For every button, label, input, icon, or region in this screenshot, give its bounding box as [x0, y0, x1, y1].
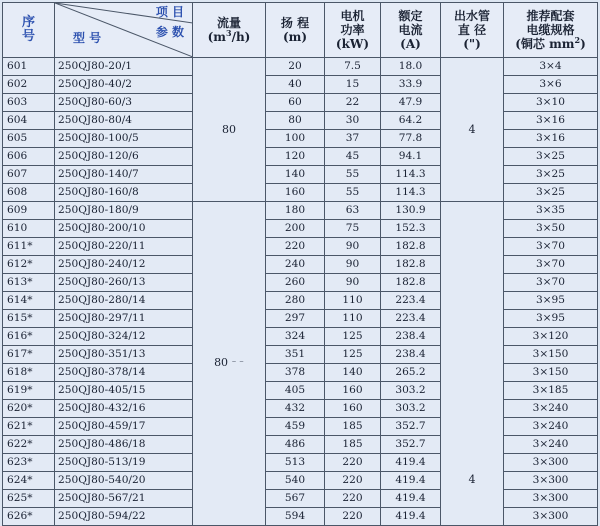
seq-cell: 620* — [3, 400, 55, 418]
current-cell: 419.4 — [381, 472, 441, 490]
model-cell: 250QJ80-594/22 — [55, 508, 193, 526]
model-cell: 250QJ80-120/6 — [55, 148, 193, 166]
table-row — [3, 382, 598, 400]
model-cell: 250QJ80-432/16 — [55, 400, 193, 418]
current-cell: 419.4 — [381, 508, 441, 526]
current-cell: 419.4 — [381, 454, 441, 472]
head-cell: 200 — [266, 220, 325, 238]
power-cell: 45 — [325, 148, 381, 166]
table-row — [3, 346, 598, 364]
seq-cell: 624* — [3, 472, 55, 490]
current-cell: 223.4 — [381, 310, 441, 328]
cable-cell: 3×35 — [504, 202, 598, 220]
head-cell: 351 — [266, 346, 325, 364]
current-cell: 238.4 — [381, 328, 441, 346]
model-cell: 250QJ80-459/17 — [55, 418, 193, 436]
head-cell: 540 — [266, 472, 325, 490]
pipe-cell-group-1: 4 — [441, 58, 504, 202]
current-cell: 352.7 — [381, 436, 441, 454]
table-row — [3, 436, 598, 454]
seq-cell: 626* — [3, 508, 55, 526]
seq-cell: 602 — [3, 76, 55, 94]
header-head: 扬 程 (m) — [266, 3, 325, 58]
power-cell: 7.5 — [325, 58, 381, 76]
flow-cell-group-2 — [193, 202, 266, 526]
head-cell: 140 — [266, 166, 325, 184]
table-row — [3, 202, 598, 220]
header-power: 电机 功率 (kW) — [325, 3, 381, 58]
power-cell: 185 — [325, 418, 381, 436]
model-cell: 250QJ80-200/10 — [55, 220, 193, 238]
current-cell: 114.3 — [381, 184, 441, 202]
current-cell: 152.3 — [381, 220, 441, 238]
power-cell: 90 — [325, 274, 381, 292]
table-row — [3, 454, 598, 472]
table-row — [3, 148, 598, 166]
seq-cell: 610 — [3, 220, 55, 238]
table-row — [3, 58, 598, 76]
power-cell: 125 — [325, 346, 381, 364]
cable-cell: 3×70 — [504, 256, 598, 274]
model-cell: 250QJ80-486/18 — [55, 436, 193, 454]
power-cell: 55 — [325, 184, 381, 202]
head-cell: 40 — [266, 76, 325, 94]
table-row — [3, 400, 598, 418]
power-cell: 220 — [325, 454, 381, 472]
model-cell: 250QJ80-260/13 — [55, 274, 193, 292]
head-cell: 513 — [266, 454, 325, 472]
model-cell: 250QJ80-60/3 — [55, 94, 193, 112]
current-cell: 130.9 — [381, 202, 441, 220]
head-cell: 180 — [266, 202, 325, 220]
head-cell: 432 — [266, 400, 325, 418]
model-cell: 250QJ80-351/13 — [55, 346, 193, 364]
power-cell: 30 — [325, 112, 381, 130]
table-row — [3, 310, 598, 328]
current-cell: 182.8 — [381, 256, 441, 274]
current-cell: 64.2 — [381, 112, 441, 130]
model-cell: 250QJ80-240/12 — [55, 256, 193, 274]
power-cell: 90 — [325, 256, 381, 274]
model-cell: 250QJ80-378/14 — [55, 364, 193, 382]
table-body — [3, 58, 598, 526]
table-row — [3, 130, 598, 148]
current-cell: 182.8 — [381, 274, 441, 292]
power-cell: 160 — [325, 400, 381, 418]
model-cell: 250QJ80-40/2 — [55, 76, 193, 94]
seq-cell: 618* — [3, 364, 55, 382]
flow-mark: ⁻ ⁻ — [231, 359, 244, 369]
cable-cell: 3×240 — [504, 436, 598, 454]
cable-cell: 3×150 — [504, 346, 598, 364]
seq-cell: 613* — [3, 274, 55, 292]
power-cell: 55 — [325, 166, 381, 184]
cable-cell: 3×25 — [504, 166, 598, 184]
seq-cell: 611* — [3, 238, 55, 256]
model-cell: 250QJ80-160/8 — [55, 184, 193, 202]
table-row — [3, 76, 598, 94]
flow-cell-group-1: 80 — [193, 58, 266, 202]
pipe-cell-group-2: 4 — [441, 202, 504, 526]
power-cell: 90 — [325, 238, 381, 256]
table-row — [3, 94, 598, 112]
cable-cell: 3×16 — [504, 112, 598, 130]
current-cell: 419.4 — [381, 490, 441, 508]
cable-cell: 3×6 — [504, 76, 598, 94]
power-cell: 22 — [325, 94, 381, 112]
current-cell: 47.9 — [381, 94, 441, 112]
cable-cell: 3×300 — [504, 454, 598, 472]
model-cell: 250QJ80-140/7 — [55, 166, 193, 184]
table-header — [3, 3, 598, 58]
cable-cell: 3×50 — [504, 220, 598, 238]
head-cell: 567 — [266, 490, 325, 508]
power-cell: 220 — [325, 508, 381, 526]
table-row — [3, 472, 598, 490]
head-cell: 280 — [266, 292, 325, 310]
table-row — [3, 220, 598, 238]
current-cell: 18.0 — [381, 58, 441, 76]
table-row — [3, 274, 598, 292]
cable-cell: 3×150 — [504, 364, 598, 382]
seq-cell: 621* — [3, 418, 55, 436]
head-cell: 100 — [266, 130, 325, 148]
current-cell: 303.2 — [381, 400, 441, 418]
power-cell: 160 — [325, 382, 381, 400]
power-cell: 110 — [325, 310, 381, 328]
header-item-label: 项 目 — [155, 5, 184, 19]
head-cell: 220 — [266, 238, 325, 256]
seq-cell: 619* — [3, 382, 55, 400]
seq-cell: 606 — [3, 148, 55, 166]
flow-value: 80 — [214, 356, 229, 369]
cable-cell: 3×95 — [504, 310, 598, 328]
model-cell: 250QJ80-567/21 — [55, 490, 193, 508]
model-cell: 250QJ80-80/4 — [55, 112, 193, 130]
cable-cell: 3×16 — [504, 130, 598, 148]
head-cell: 260 — [266, 274, 325, 292]
seq-cell: 625* — [3, 490, 55, 508]
model-cell: 250QJ80-405/15 — [55, 382, 193, 400]
table-row — [3, 508, 598, 526]
model-cell: 250QJ80-20/1 — [55, 58, 193, 76]
cable-cell: 3×120 — [504, 328, 598, 346]
seq-cell: 603 — [3, 94, 55, 112]
current-cell: 352.7 — [381, 418, 441, 436]
power-cell: 140 — [325, 364, 381, 382]
table-row — [3, 490, 598, 508]
table-row — [3, 418, 598, 436]
current-cell: 33.9 — [381, 76, 441, 94]
cable-cell: 3×4 — [504, 58, 598, 76]
head-cell: 60 — [266, 94, 325, 112]
model-cell: 250QJ80-324/12 — [55, 328, 193, 346]
current-cell: 223.4 — [381, 292, 441, 310]
model-cell: 250QJ80-540/20 — [55, 472, 193, 490]
model-cell: 250QJ80-180/9 — [55, 202, 193, 220]
seq-cell: 607 — [3, 166, 55, 184]
power-cell: 220 — [325, 490, 381, 508]
current-cell: 114.3 — [381, 166, 441, 184]
model-cell: 250QJ80-280/14 — [55, 292, 193, 310]
model-cell: 250QJ80-100/5 — [55, 130, 193, 148]
head-cell: 240 — [266, 256, 325, 274]
seq-cell: 609 — [3, 202, 55, 220]
pump-spec-table — [2, 2, 598, 526]
current-cell: 77.8 — [381, 130, 441, 148]
table-row — [3, 112, 598, 130]
cable-cell: 3×300 — [504, 490, 598, 508]
seq-cell: 614* — [3, 292, 55, 310]
seq-cell: 622* — [3, 436, 55, 454]
table-row — [3, 238, 598, 256]
cable-cell: 3×240 — [504, 418, 598, 436]
table-row — [3, 364, 598, 382]
header-pipe: 出水管 直 径 (") — [441, 3, 504, 58]
cable-cell: 3×10 — [504, 94, 598, 112]
head-cell: 594 — [266, 508, 325, 526]
cable-cell: 3×70 — [504, 238, 598, 256]
head-cell: 297 — [266, 310, 325, 328]
head-cell: 459 — [266, 418, 325, 436]
current-cell: 238.4 — [381, 346, 441, 364]
model-cell: 250QJ80-513/19 — [55, 454, 193, 472]
head-cell: 20 — [266, 58, 325, 76]
seq-cell: 601 — [3, 58, 55, 76]
table-row — [3, 328, 598, 346]
current-cell: 182.8 — [381, 238, 441, 256]
head-cell: 486 — [266, 436, 325, 454]
power-cell: 75 — [325, 220, 381, 238]
seq-cell: 615* — [3, 310, 55, 328]
current-cell: 303.2 — [381, 382, 441, 400]
model-cell: 250QJ80-220/11 — [55, 238, 193, 256]
head-cell: 120 — [266, 148, 325, 166]
pump-spec-sheet — [2, 2, 597, 522]
head-cell: 80 — [266, 112, 325, 130]
power-cell: 125 — [325, 328, 381, 346]
power-cell: 15 — [325, 76, 381, 94]
seq-cell: 623* — [3, 454, 55, 472]
header-current: 额定 电流 (A) — [381, 3, 441, 58]
seq-cell: 617* — [3, 346, 55, 364]
cable-cell: 3×25 — [504, 148, 598, 166]
head-cell: 378 — [266, 364, 325, 382]
power-cell: 110 — [325, 292, 381, 310]
table-row — [3, 166, 598, 184]
head-cell: 324 — [266, 328, 325, 346]
header-diagonal-cell — [55, 3, 193, 58]
cable-cell: 3×25 — [504, 184, 598, 202]
seq-cell: 608 — [3, 184, 55, 202]
head-cell: 405 — [266, 382, 325, 400]
header-model-label: 型 号 — [73, 31, 102, 45]
table-row — [3, 184, 598, 202]
seq-cell: 604 — [3, 112, 55, 130]
power-cell: 63 — [325, 202, 381, 220]
model-cell: 250QJ80-297/11 — [55, 310, 193, 328]
seq-cell: 612* — [3, 256, 55, 274]
cable-cell: 3×300 — [504, 472, 598, 490]
cable-cell: 3×300 — [504, 508, 598, 526]
power-cell: 185 — [325, 436, 381, 454]
current-cell: 94.1 — [381, 148, 441, 166]
cable-cell: 3×240 — [504, 400, 598, 418]
cable-cell: 3×70 — [504, 274, 598, 292]
cable-cell: 3×185 — [504, 382, 598, 400]
header-cable: 推荐配套 电缆规格 (铜芯 $mm^2$) — [504, 3, 598, 58]
header-seq: 序 号 — [3, 3, 55, 58]
power-cell: 37 — [325, 130, 381, 148]
cable-cell: 3×95 — [504, 292, 598, 310]
current-cell: 265.2 — [381, 364, 441, 382]
seq-cell: 616* — [3, 328, 55, 346]
header-param-label: 参 数 — [155, 25, 184, 39]
head-cell: 160 — [266, 184, 325, 202]
seq-cell: 605 — [3, 130, 55, 148]
header-flow: 流量 $(m^3/h)$ — [193, 3, 266, 58]
table-row — [3, 256, 598, 274]
power-cell: 220 — [325, 472, 381, 490]
table-row — [3, 292, 598, 310]
